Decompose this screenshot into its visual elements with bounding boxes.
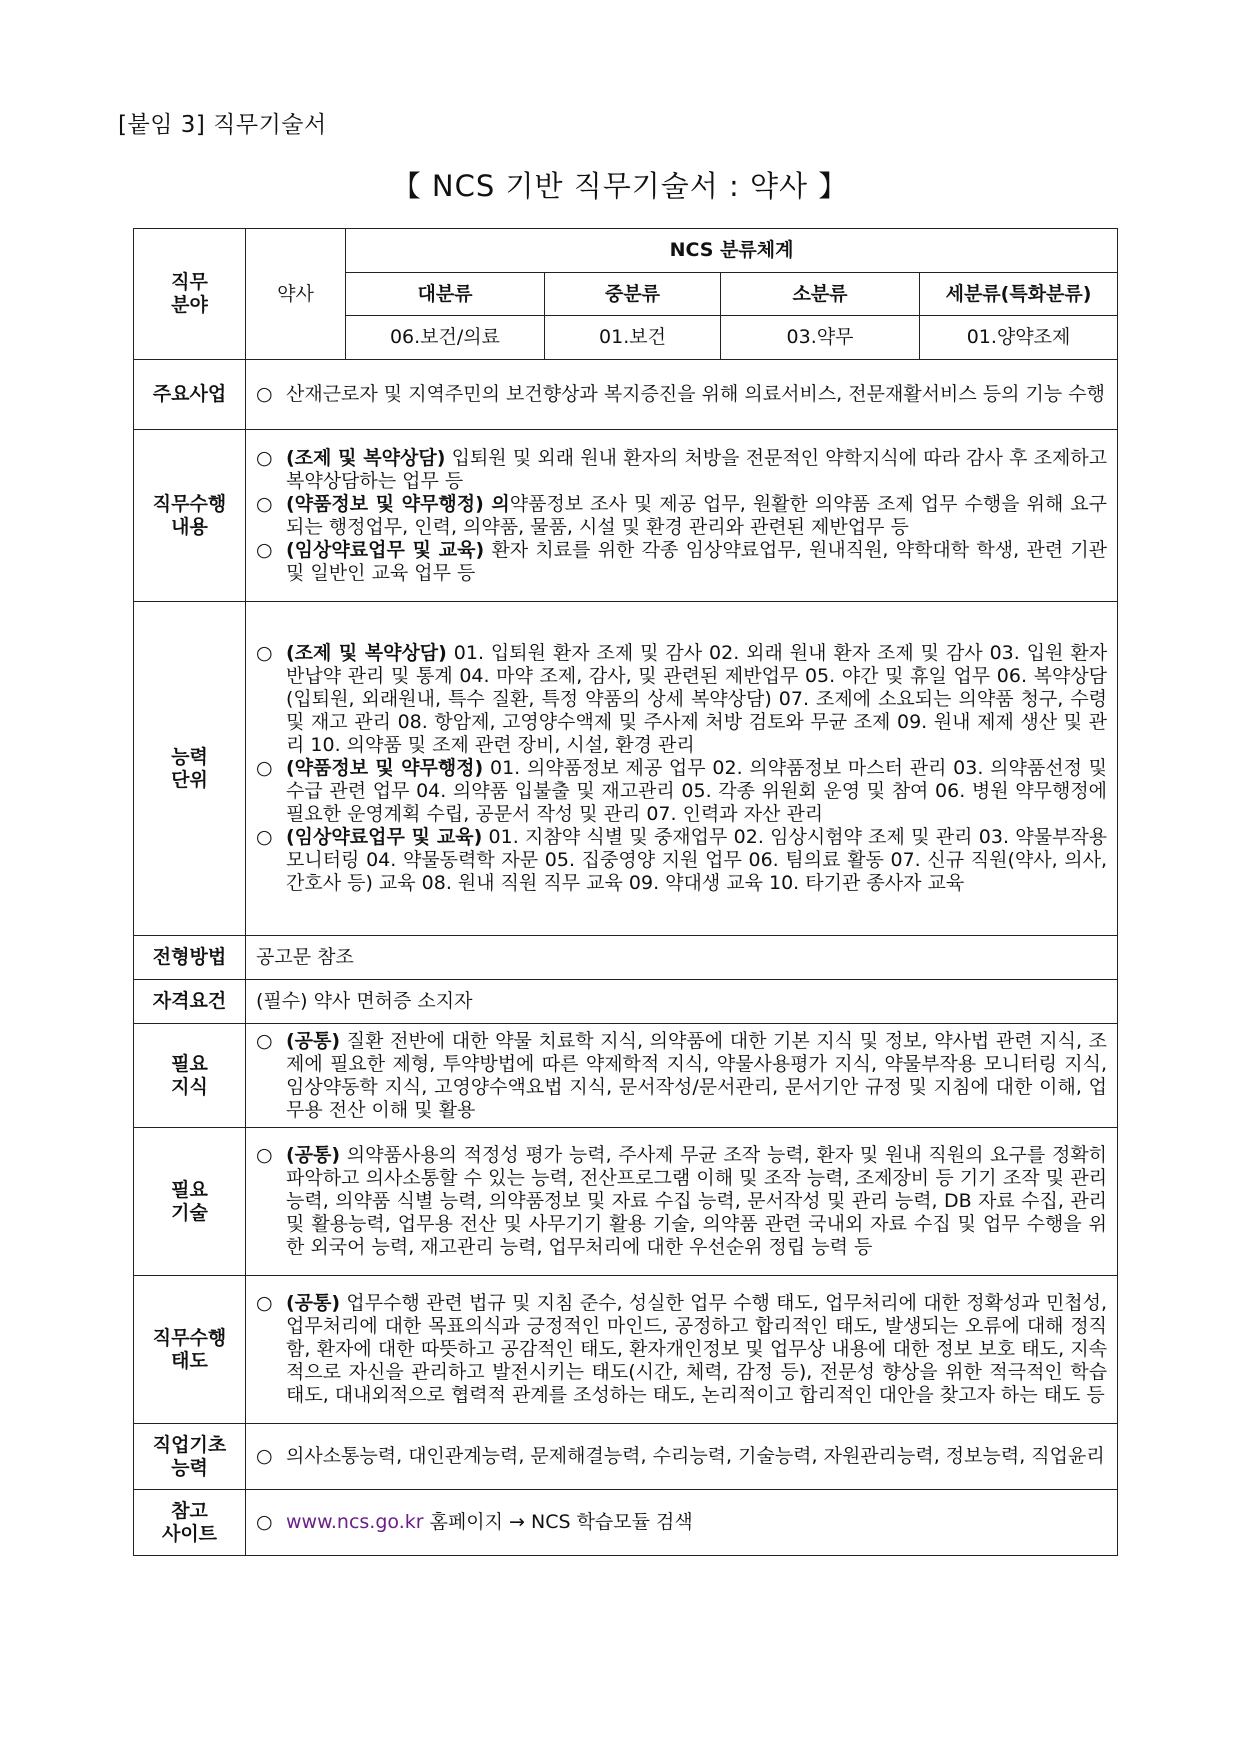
selection-header: 전형방법 xyxy=(134,936,246,980)
bullet-category: (공통) xyxy=(286,1029,341,1052)
page-title: 【 NCS 기반 직무기술서 : 약사 】 xyxy=(391,169,849,203)
basic-ability-content xyxy=(246,1424,1118,1490)
basic-ability-header-text: 직업기초 능력 xyxy=(152,1433,227,1479)
bullet-text: (조제 및 복약상담) 01. 입퇴원 환자 조제 및 감사 02. 외래 원내 환자 조제 및 감사 03. 입원 환자 반납약 관리 및 통계 04. 마약 조제, 감사, 및 관련된 제반업무 05. 야간 및 휴일 업무 06. 복약상담(입퇴원, 외래원내, 특수 질환, 특정 약품의 상세 복약상담) 07. 조제에 소요되는 의약품 청구, 수령 및 재고 관리 08. 항암제, 고영양수액제 및 주사제 처방 검토와 무균 조제 09. 원내 제제 생산 및 관리 10. 의약품 및 조제 관련 장비, 시설, 환경 관리 xyxy=(286,642,1108,756)
bullet-mark: ○ xyxy=(256,383,273,405)
bullet-category: (공통) xyxy=(286,1292,341,1314)
reference-header-text: 참고 사이트 xyxy=(161,1499,218,1545)
bullet-category: (약품정보 및 약무행정) xyxy=(286,757,484,779)
bullet-item xyxy=(256,642,1107,757)
bullet-text: (공통) 업무수행 관련 법규 및 지침 준수, 성실한 업무 수행 태도, 업무처리에 대한 정확성과 민첩성, 업무처리에 대한 목표의식과 긍정적인 마인드, 공정하고 합리적인 태도, 발생되는 오류에 대해 정직함, 환자에 대한 따뜻하고 공감적인 태도, 환자개인정보 및 업무상 내용에 대한 정보 보호 태도, 지속적으로 자신을 관리하고 발전시키는 태도(시간, 체력, 감정 등), 전문성 향상을 위한 적극적인 학습태도, 대내외적으로 협력적 관계를 조성하는 태도, 논리적이고 합리적인 대안을 찾고자 하는 태도 등 xyxy=(286,1292,1108,1406)
bullet-text: (공통) 질환 전반에 대한 약물 치료학 지식, 의약품에 대한 기본 지식 및 정보, 약사법 관련 지식, 조제에 필요한 제형, 투약방법에 따른 약제학적 지식, 약물사용평가 지식, 약물부작용 모니터링 지식, 임상약동학 지식, 고영양수액요법 지식, 문서작성/문서관리, 문서기안 규정 및 지침에 대한 이해, 업무용 전산 이해 및 활용 xyxy=(286,1029,1108,1121)
bullet-mark: ○ xyxy=(256,538,273,561)
bullet-mark: ○ xyxy=(256,1292,273,1314)
attachment-label: [붙임 3] 직무기술서 xyxy=(118,112,327,138)
bullet-item xyxy=(256,1445,1107,1468)
reference-item xyxy=(256,1511,1107,1534)
knowledge-content xyxy=(246,1024,1118,1128)
bullet-mark: ○ xyxy=(256,826,273,848)
ncs-site-link[interactable]: www.ncs.go.kr xyxy=(286,1511,424,1533)
job-field-value: 약사 xyxy=(246,229,346,360)
skills-header xyxy=(134,1128,246,1276)
reference-text xyxy=(286,1511,1107,1534)
competency-units-content xyxy=(246,602,1118,936)
bullet-category: (조제 및 복약상담) xyxy=(286,642,447,664)
bullet-mark: ○ xyxy=(256,1445,273,1467)
bullet-text: (조제 및 복약상담) 입퇴원 및 외래 원내 환자의 처방을 전문적인 약학지식에 따라 감사 후 조제하고 복약상담하는 업무 등 xyxy=(286,446,1108,492)
qualification-header: 자격요건 xyxy=(134,980,246,1024)
main-business-content xyxy=(246,360,1118,430)
job-field-header-text: 직무 분야 xyxy=(171,271,208,316)
main-business-header xyxy=(134,360,246,430)
duties-header-text: 직무수행 내용 xyxy=(152,492,227,538)
reference-content xyxy=(246,1490,1118,1556)
competency-units-header-text: 능력 단위 xyxy=(171,745,208,791)
attitude-header xyxy=(134,1276,246,1424)
job-field-header xyxy=(134,229,246,360)
bullet-item xyxy=(256,447,1107,493)
bullet-item xyxy=(256,1292,1107,1407)
bullet-text: (약품정보 및 약무행정) 의약품정보 조사 및 제공 업무, 원활한 의약품 조제 업무 수행을 위해 요구되는 행정업무, 인력, 의약품, 물품, 시설 및 환경 관리와 관련된 제반업무 등 xyxy=(286,492,1108,538)
reference-header xyxy=(134,1490,246,1556)
job-description-table xyxy=(133,228,1118,1556)
duties-header xyxy=(134,430,246,602)
basic-ability-header xyxy=(134,1424,246,1490)
knowledge-header xyxy=(134,1024,246,1128)
bullet-text: (약품정보 및 약무행정) 01. 의약품정보 제공 업무 02. 의약품정보 마스터 관리 03. 의약품선정 및 수급 관련 업무 04. 의약품 입불출 및 재고관리 05. 각종 위원회 운영 및 참여 06. 병원 약무행정에 필요한 운영계획 수립, 공문서 작성 및 관리 07. 인력과 자산 관리 xyxy=(286,757,1108,825)
bullet-mark: ○ xyxy=(256,1029,273,1052)
skills-content xyxy=(246,1128,1118,1276)
bullet-text: (공통) 의약품사용의 적정성 평가 능력, 주사제 무균 조작 능력, 환자 및 원내 직원의 요구를 정확히 파악하고 의사소통할 수 있는 능력, 전산프로그램 이해 및 조작 능력, 조제장비 등 기기 조작 및 관리 능력, 의약품 식별 능력, 의약품정보 및 자료 수집 능력, 문서작성 및 관리 능력, DB 자료 수집, 관리 및 활용능력, 업무용 전산 및 사무기기 활용 기술, 의약품 관련 국내외 자료 수집 및 업무 수행을 위한 외국어 능력, 재고관리 능력, 업무처리에 대한 우선순위 정립 능력 등 xyxy=(286,1144,1108,1258)
classification-column-minor: 소분류 xyxy=(721,273,920,316)
qualification-value: (필수) 약사 면허증 소지자 xyxy=(246,980,1118,1024)
skills-header-text: 필요 기술 xyxy=(171,1178,208,1224)
bullet-category: (조제 및 복약상담) xyxy=(286,446,446,469)
bullet-item xyxy=(256,493,1107,539)
selection-value: 공고문 참조 xyxy=(246,936,1118,980)
bullet-text: 의사소통능력, 대인관계능력, 문제해결능력, 수리능력, 기술능력, 자원관리능력, 정보능력, 직업윤리 xyxy=(286,1445,1105,1467)
duties-content xyxy=(246,430,1118,602)
bullet-item xyxy=(256,826,1107,895)
bullet-item xyxy=(256,539,1107,585)
bullet-mark: ○ xyxy=(256,446,273,469)
bullet-mark: ○ xyxy=(256,1511,273,1533)
bullet-category: (임상약료업무 및 교육) xyxy=(286,826,483,848)
bullet-mark: ○ xyxy=(256,757,273,779)
bullet-text: (임상약료업무 및 교육) 01. 지참약 식별 및 중재업무 02. 임상시험약 조제 및 관리 03. 약물부작용 모니터링 04. 약물동력학 자문 05. 집중영양 지원 업무 06. 팀의료 활동 07. 신규 직원(약사, 의사, 간호사 등) 교육 08. 원내 직원 직무 교육 09. 약대생 교육 10. 타기관 종사자 교육 xyxy=(286,826,1108,894)
classification-value-detail: 01.양약조제 xyxy=(920,316,1118,360)
attitude-header-text: 직무수행 태도 xyxy=(152,1326,227,1372)
attitude-content xyxy=(246,1276,1118,1424)
main-business-header-text: 주요사업 xyxy=(152,383,227,405)
bullet-category: (공통) xyxy=(286,1144,341,1166)
bullet-mark: ○ xyxy=(256,642,273,664)
bullet-item xyxy=(256,1030,1107,1122)
classification-column-detail: 세분류(특화분류) xyxy=(920,273,1118,316)
bullet-item xyxy=(256,757,1107,826)
classification-header: NCS 분류체계 xyxy=(346,229,1118,273)
bullet-text: (임상약료업무 및 교육) 환자 치료를 위한 각종 임상약료업무, 원내직원, 약학대학 학생, 관련 기관 및 일반인 교육 업무 등 xyxy=(286,538,1108,584)
competency-units-header xyxy=(134,602,246,936)
reference-suffix: 홈페이지 → NCS 학습모듈 검색 xyxy=(423,1511,693,1533)
bullet-category: (임상약료업무 및 교육) xyxy=(286,538,485,561)
bullet-mark: ○ xyxy=(256,492,273,515)
bullet-item xyxy=(256,1144,1107,1259)
classification-value-minor: 03.약무 xyxy=(721,316,920,360)
classification-column-middle: 중분류 xyxy=(545,273,721,316)
bullet-item xyxy=(256,383,1107,406)
classification-column-major: 대분류 xyxy=(346,273,545,316)
classification-value-major: 06.보건/의료 xyxy=(346,316,545,360)
bullet-text: 산재근로자 및 지역주민의 보건향상과 복지증진을 위해 의료서비스, 전문재활서비스 등의 기능 수행 xyxy=(286,383,1105,405)
bullet-mark: ○ xyxy=(256,1144,273,1166)
knowledge-header-text: 필요 지식 xyxy=(171,1052,208,1098)
bullet-category: (약품정보 및 약무행정) 의 xyxy=(286,492,510,515)
classification-value-middle: 01.보건 xyxy=(545,316,721,360)
